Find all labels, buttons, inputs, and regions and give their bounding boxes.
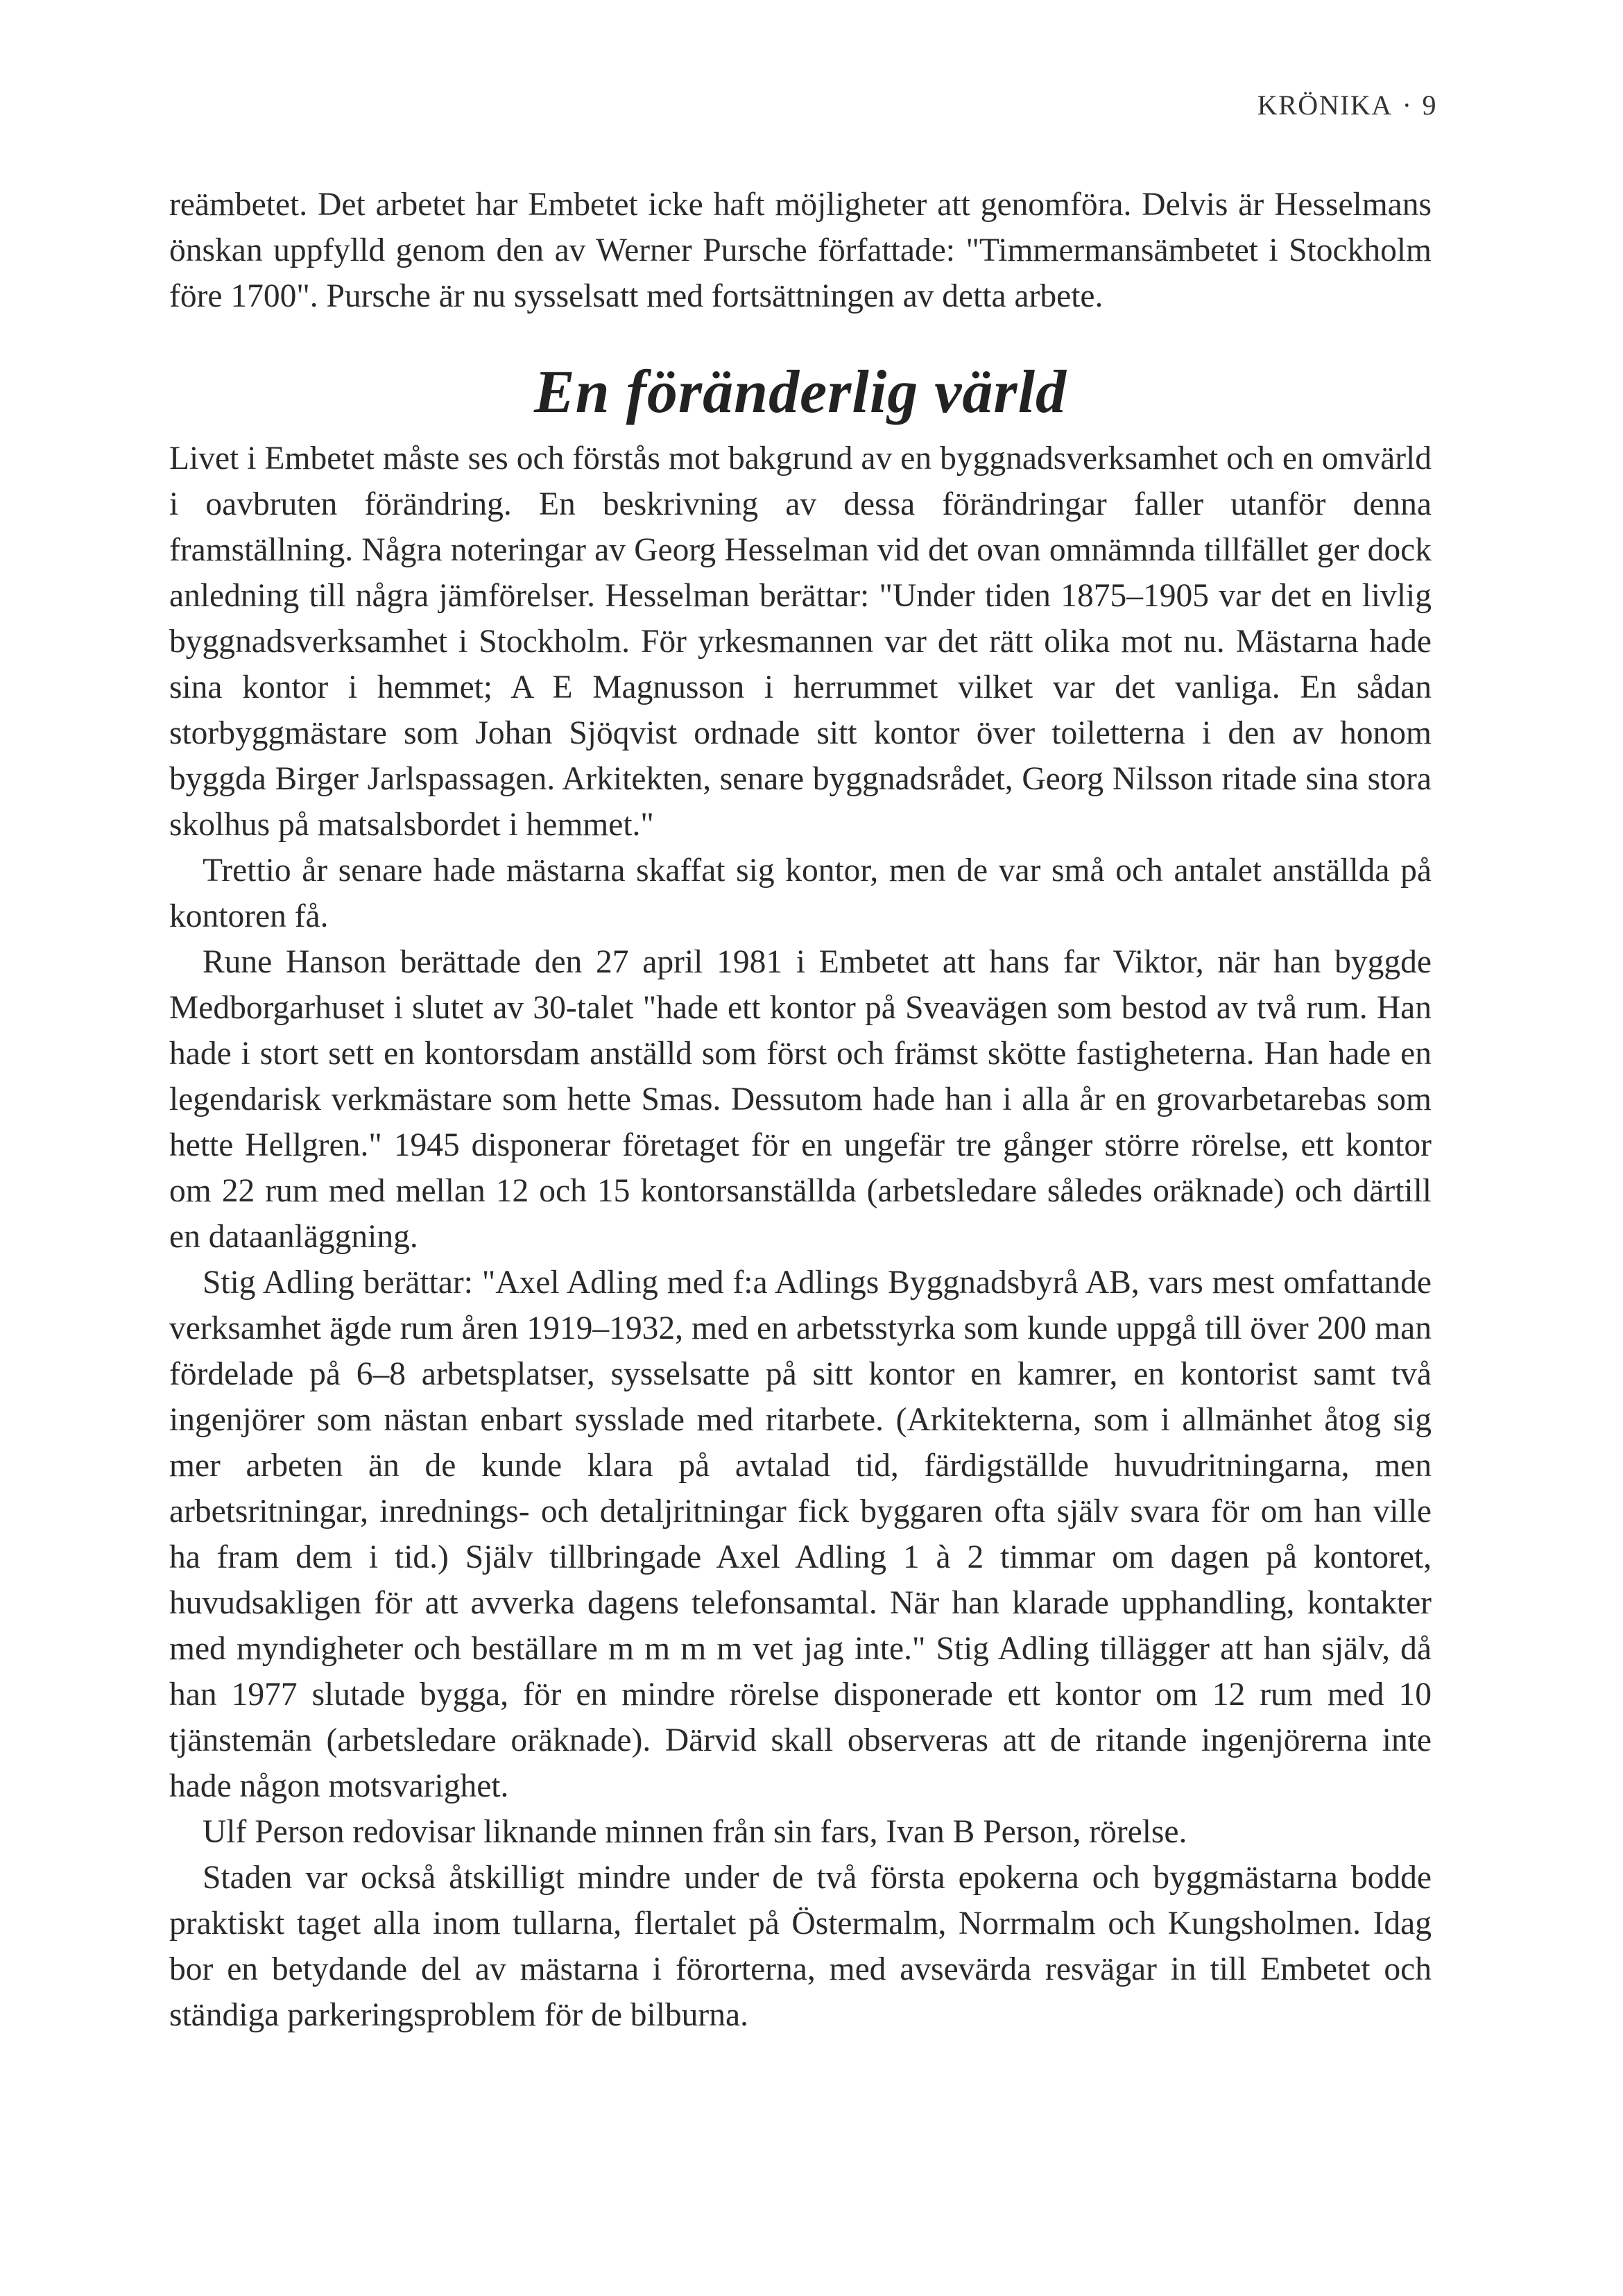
header-separator: ·: [1402, 89, 1413, 121]
body-paragraph: Trettio år senare hade mästarna skaffat sig kontor, men de var små och antalet anställda på kontoren få.: [169, 853, 1432, 934]
body-paragraph: Staden var också åtskilligt mindre under de två första epokerna och byggmästarna bodde praktiskt taget alla inom tullarna, flertalet på Östermalm, Norrmalm och Kungsholmen. Idag bor en betydande del av mästarna i förorterna, med avsevärda resvägar in till Embetet och ständiga parkeringsproblem för de bilburna.: [169, 1860, 1432, 2033]
body-paragraph: Rune Hanson berättade den 27 april 1981 i Embetet att hans far Viktor, när han byggde Medborgarhuset i slutet av 30-talet "hade ett kontor på Sveavägen som bestod av två rum. Han hade i stort sett en kontorsdam anställd som först och främst skötte fastigheterna. Han hade en legendarisk verkmästare som hette Smas. Dessutom hade han i alla år en grovarbetarebas som hette Hellgren." 1945 disponerar företaget för en ungefär tre gånger större rörelse, ett kontor om 22 rum med mellan 12 och 15 kontorsanställda (arbetsledare således oräknade) och därtill en dataanläggning.: [169, 944, 1432, 1255]
body-paragraph: Livet i Embetet måste ses och förstås mot bakgrund av en byggnadsverksamhet och en omvärld i oavbruten förändring. En beskrivning av dessa förändringar faller utanför denna framställning. Några noteringar av Georg Hesselman vid det ovan omnämnda tillfället ger dock anledning till några jämförelser. Hesselman berättar: "Under tiden 1875–1905 var det en livlig byggnadsverksamhet i Stockholm. För yrkesmannen var det rätt olika mot nu. Mästarna hade sina kontor i hemmet; A E Magnusson i herrummet vilket var det vanliga. En sådan storbyggmästare som Johan Sjöqvist ordnade sitt kontor över toiletterna i den av honom byggda Birger Jarlspassagen. Arkitekten, senare byggnadsrådet, Georg Nilsson ritade sina stora skolhus på matsalsbordet i hemmet.": [169, 440, 1432, 843]
section-name: KRÖNIKA: [1257, 89, 1393, 121]
body-paragraph: Ulf Person redovisar liknande minnen från sin fars, Ivan B Person, rörelse.: [203, 1814, 1187, 1850]
section-heading: En föränderlig värld: [533, 359, 1067, 426]
text-column: [169, 182, 1432, 2038]
running-header: [1257, 89, 1437, 121]
body-paragraph: Stig Adling berättar: "Axel Adling med f:a Adlings Byggnadsbyrå AB, vars mest omfattande verksamhet ägde rum åren 1919–1932, med en arbetsstyrka som kunde uppgå till över 200 man fördelade på 6–8 arbetsplatser, sysselsatte på sitt kontor en kamrer, en kontorist samt två ingenjörer som nästan enbart sysslade med ritarbete. (Arkitekterna, som i allmänhet åtog sig mer arbeten än de kunde klara på avtalad tid, färdigställde huvudritningarna, men arbetsritningar, inrednings- och detaljritningar fick byggaren ofta själv svara för om han ville ha fram dem i tid.) Själv tillbringade Axel Adling 1 à 2 timmar om dagen på kontoret, huvudsakligen för att avverka dagens telefonsamtal. När han klarade upphandling, kontakter med myndigheter och beställare m m m m vet jag inte." Stig Adling tillägger att han själv, då han 1977 slutade bygga, för en mindre rörelse disponerade ett kontor om 12 rum med 10 tjänstemän (arbetsledare oräknade). Därvid skall observeras att de ritande ingenjörerna inte hade någon motsvarighet.: [169, 1265, 1432, 1804]
page-number: 9: [1422, 89, 1437, 121]
intro-paragraph: reämbetet. Det arbetet har Embetet icke haft möjligheter att genomföra. Delvis är Hesselmans önskan uppfylld genom den av Werner Pursche författade: "Timmermansämbetet i Stockholm före 1700". Pursche är nu sysselsatt med fortsättningen av detta arbete.: [169, 187, 1432, 314]
